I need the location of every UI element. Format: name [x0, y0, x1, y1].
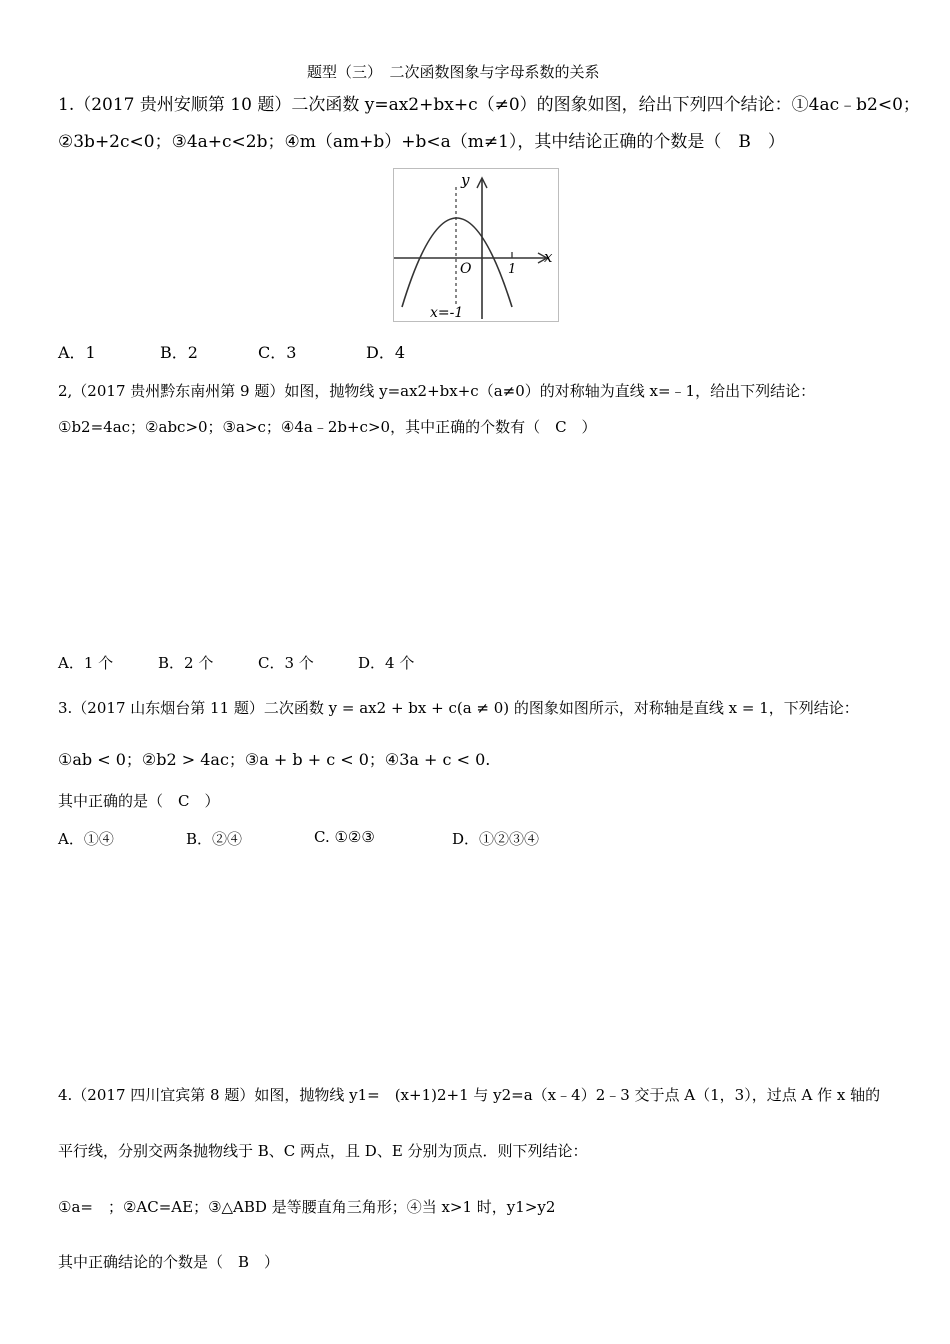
origin-label: O — [460, 261, 472, 277]
question-1-line-1: 1.（2017 贵州安顺第 10 题）二次函数 y=ax2+bx+c（≠0）的图象如图，给出下列四个结论：①4ac﹣b2<0； — [58, 95, 920, 115]
y-axis-label: y — [461, 171, 470, 189]
x-axis-label: x — [544, 248, 553, 266]
q3-option-d: D．①②③④ — [452, 830, 540, 848]
q1-option-c: C．3 — [258, 343, 297, 362]
q2-option-b: B．2 个 — [158, 654, 214, 672]
question-3-line-3: 其中正确的是（ C ） — [58, 792, 220, 810]
question-4-line-1: 4.（2017 四川宜宾第 8 题）如图，抛物线 y1= (x+1)2+1 与 y2=a（x﹣4）2﹣3 交于点 A（1，3），过点 A 作 x 轴的 — [58, 1086, 881, 1104]
q3-option-a: A．①④ — [58, 830, 114, 848]
tick-label-1: 1 — [508, 262, 517, 277]
q3-option-c: C. ①②③ — [314, 828, 375, 846]
q2-option-d: D．4 个 — [358, 654, 415, 672]
question-3-line-1: 3.（2017 山东烟台第 11 题）二次函数 y = ax2 + bx + c(a ≠ 0) 的图象如图所示，对称轴是直线 x = 1，下列结论： — [58, 699, 859, 717]
q3-option-b: B．②④ — [186, 830, 243, 848]
q1-option-d: D．4 — [366, 343, 406, 362]
parabola-figure — [393, 168, 559, 322]
q2-option-c: C．3 个 — [258, 654, 314, 672]
question-4-line-2: 平行线，分别交两条抛物线于 B、C 两点，且 D、E 分别为顶点．则下列结论： — [58, 1142, 588, 1160]
page-title: 题型（三） 二次函数图象与字母系数的关系 — [307, 63, 600, 81]
question-3-line-2: ①ab < 0；②b2 > 4ac；③a + b + c < 0；④3a + c < 0. — [58, 750, 491, 769]
q1-option-a: A．1 — [58, 343, 96, 362]
parabola-curve — [402, 218, 512, 307]
question-1-line-2: ②3b+2c<0；③4a+c<2b；④m（am+b）+b<a（m≠1），其中结论正确的个数是（ B ） — [58, 132, 785, 152]
q2-option-a: A．1 个 — [58, 654, 114, 672]
question-2-line-1: 2,（2017 贵州黔东南州第 9 题）如图，抛物线 y=ax2+bx+c（a≠0）的对称轴为直线 x=﹣1，给出下列结论： — [58, 382, 816, 400]
symmetry-axis-label: x=-1 — [430, 305, 464, 321]
question-4-line-4: 其中正确结论的个数是（ B ） — [58, 1253, 280, 1271]
q1-option-b: B．2 — [160, 343, 198, 362]
question-2-line-2: ①b2=4ac；②abc>0；③a>c；④4a﹣2b+c>0，其中正确的个数有（ C ） — [58, 418, 597, 436]
question-4-line-3: ①a= ；②AC=AE；③△ABD 是等腰直角三角形；④当 x>1 时，y1>y2 — [58, 1198, 556, 1216]
